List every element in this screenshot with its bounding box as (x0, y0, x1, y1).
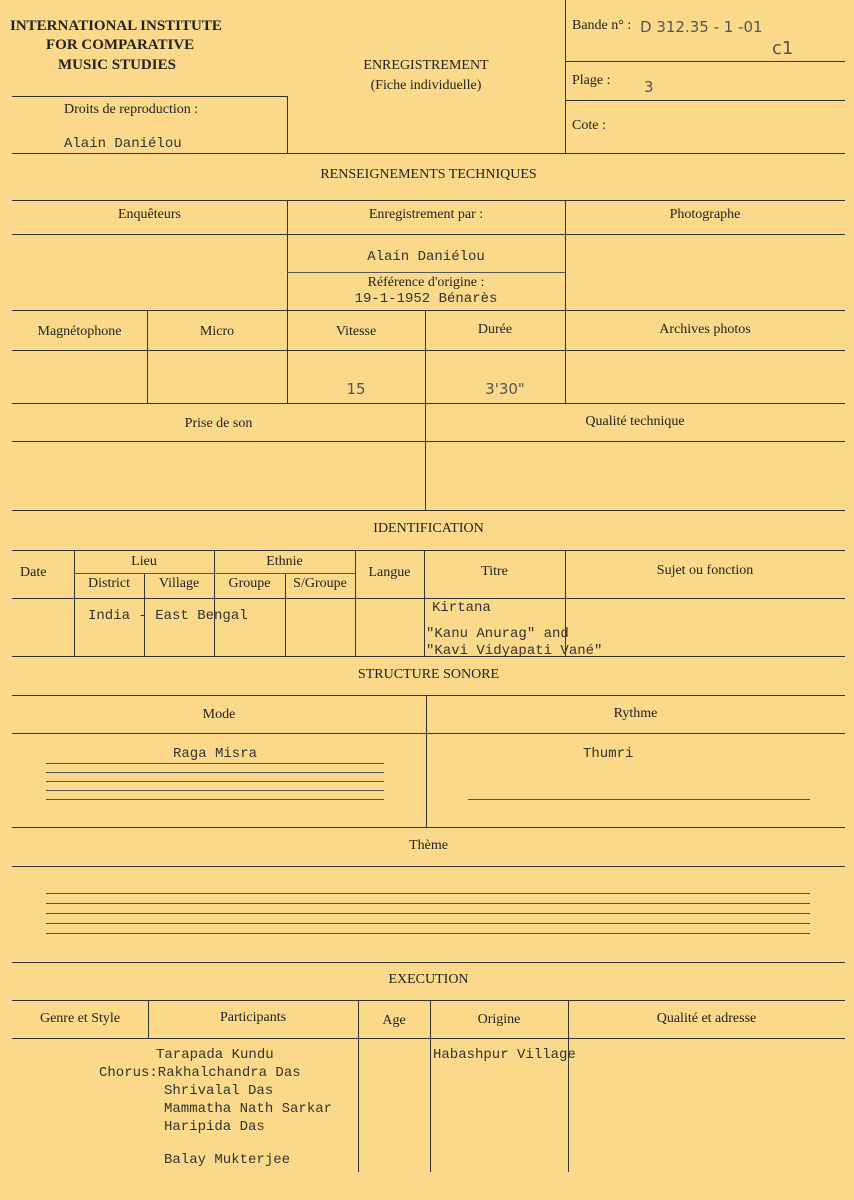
rule (46, 913, 810, 914)
droits-value: Alain Daniélou (64, 136, 182, 152)
participant-4: Mammatha Nath Sarkar (164, 1101, 333, 1117)
bande-label: Bande n° : (572, 18, 632, 33)
enregistrement-value: Alain Daniélou (367, 249, 485, 265)
mode-value: Raga Misra (172, 746, 257, 762)
rule (12, 441, 845, 442)
rule (12, 403, 845, 404)
rule (12, 1038, 845, 1039)
ethnie-label: Ethnie (266, 554, 303, 569)
bande-value: D 312.35 - 1 -01 (640, 18, 763, 36)
rule (12, 1000, 845, 1001)
rule (46, 933, 810, 934)
form-subtitle: (Fiche individuelle) (370, 78, 482, 93)
execution-heading: EXECUTION (388, 972, 469, 987)
participants-label: Participants (219, 1010, 287, 1025)
cote-label: Cote : (572, 118, 606, 133)
droits-label: Droits de reproduction : (64, 102, 199, 117)
rule (12, 827, 845, 828)
rule (468, 799, 810, 800)
sujet-label: Sujet ou fonction (656, 563, 754, 578)
langue-label: Langue (368, 565, 411, 580)
rule (46, 763, 384, 764)
duree-label: Durée (477, 322, 513, 337)
rule (46, 781, 384, 782)
archives-label: Archives photos (659, 322, 751, 337)
village-label: Village (158, 576, 200, 591)
rythme-label: Rythme (613, 706, 658, 721)
participant-3: Shrivalal Das (164, 1083, 274, 1099)
sgroupe-label: S/Groupe (293, 576, 347, 591)
rule (74, 573, 355, 574)
participant-1: Tarapada Kundu (156, 1047, 274, 1063)
rule (12, 695, 845, 696)
rule (12, 962, 845, 963)
rule (12, 200, 845, 201)
reference-label: Référence d'origine : (367, 275, 485, 290)
prise-label: Prise de son (184, 416, 253, 431)
vitesse-value: 15 (346, 380, 366, 398)
titre-label: Titre (481, 564, 508, 579)
groupe-label: Groupe (228, 576, 271, 591)
rule (12, 234, 845, 235)
origine-label: Origine (477, 1012, 521, 1027)
institute-line-3: MUSIC STUDIES (58, 57, 176, 73)
rule (12, 153, 845, 154)
rule (565, 61, 845, 62)
lieu-value: India - East Bengal (88, 608, 248, 624)
rythme-value: Thumri (583, 746, 634, 762)
rule (12, 733, 845, 734)
mode-label: Mode (202, 707, 236, 722)
lieu-label: Lieu (131, 554, 157, 569)
bande-note: c1 (772, 38, 794, 59)
enregistrement-label: Enregistrement par : (368, 207, 484, 222)
date-label: Date (20, 565, 47, 580)
plage-value: 3 (644, 78, 654, 96)
duree-value: 3'30" (485, 380, 525, 398)
plage-label: Plage : (572, 73, 611, 88)
rule (12, 598, 845, 599)
participant-2: Chorus:Rakhalchandra Das (99, 1065, 301, 1081)
rule (46, 903, 810, 904)
participant-5: Haripida Das (164, 1119, 265, 1135)
district-label: District (88, 576, 130, 591)
identification-heading: IDENTIFICATION (373, 521, 484, 536)
rule (12, 96, 288, 97)
photographe-label: Photographe (669, 207, 741, 222)
technique-heading: RENSEIGNEMENTS TECHNIQUES (320, 167, 537, 182)
rule (46, 772, 384, 773)
rule (46, 923, 810, 924)
rule (12, 350, 845, 351)
rule (565, 100, 845, 101)
origine-value: Habashpur Village (433, 1047, 576, 1063)
genre-label: Genre et Style (39, 1011, 121, 1026)
institute-line-1: INTERNATIONAL INSTITUTE (10, 18, 222, 34)
vitesse-label: Vitesse (335, 324, 377, 339)
titre-line-1: Kirtana (432, 600, 491, 616)
institute-line-2: FOR COMPARATIVE (46, 37, 195, 53)
rule (12, 510, 845, 511)
age-label: Age (382, 1013, 406, 1028)
titre-line-2: "Kanu Anurag" and (426, 626, 569, 642)
micro-label: Micro (199, 324, 235, 339)
rule (46, 790, 384, 791)
enqueteurs-label: Enquêteurs (118, 207, 181, 222)
rule (12, 866, 845, 867)
rule (12, 550, 845, 551)
rule (287, 96, 288, 153)
magnetophone-label: Magnétophone (37, 324, 122, 339)
rule (287, 272, 565, 273)
rule (46, 799, 384, 800)
reference-value: 19-1-1952 Bénarès (354, 291, 498, 307)
header-right-divider (565, 0, 566, 153)
rule (46, 893, 810, 894)
qualite-adresse-label: Qualité et adresse (656, 1011, 757, 1026)
rule (12, 656, 845, 657)
titre-line-3: "Kavi Vidyapati Vané" (426, 643, 603, 659)
qualite-technique-label: Qualité technique (585, 414, 685, 429)
structure-heading: STRUCTURE SONORE (357, 667, 500, 682)
form-title: ENREGISTREMENT (363, 58, 489, 73)
participant-6: Balay Mukterjee (164, 1152, 291, 1168)
rule (12, 310, 845, 311)
theme-label: Thème (409, 838, 448, 853)
